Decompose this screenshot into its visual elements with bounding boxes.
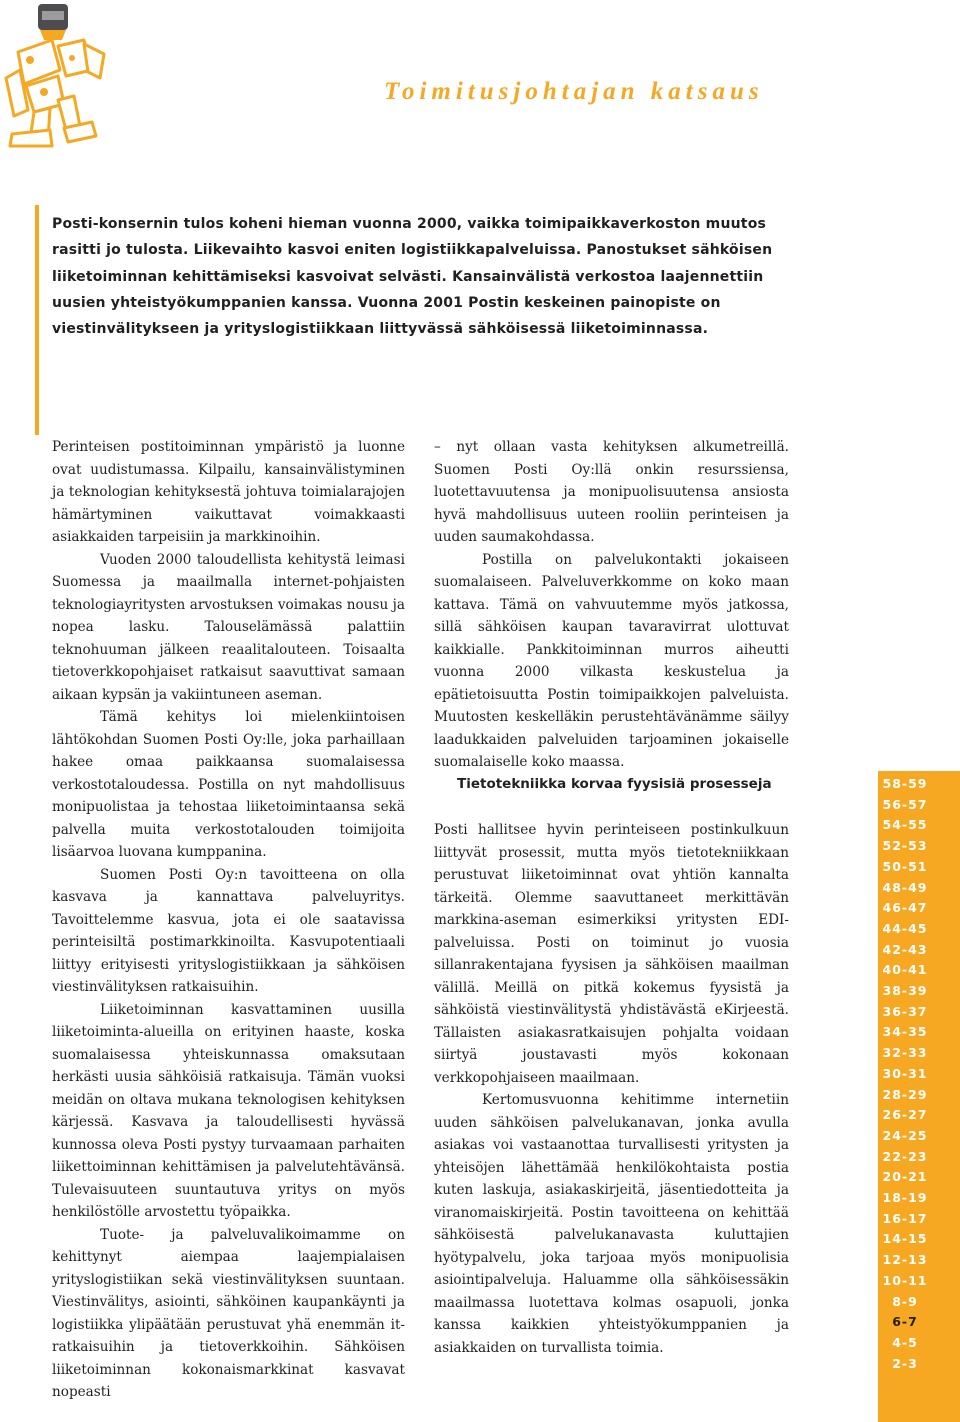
page-title: Toimitusjohtajan katsaus bbox=[384, 78, 764, 105]
page-index-item[interactable]: 48-49 bbox=[882, 879, 928, 895]
right-column-bottom bbox=[434, 819, 789, 1359]
paragraph: Suomen Posti Oy:n tavoitteena on olla kasvava ja kannattava palveluyritys. Tavoittelemme kasvua, jota ei ole saatavissa perinteisiltä postimarkkinoilta. Kasvupotentiaali liittyy erityisesti yrityslogistiikkaan ja sähköisen viestinvälityksen ratkaisuihin. bbox=[52, 866, 405, 995]
paragraph: Tuote- ja palveluvalikoimamme on kehittynyt aiempaa laajempialaisen yrityslogistiikan sekä viestinvälityksen suuntaan. Viestinvälitys, asiointi, sähköinen kaupankäynti ja logistiikka ylipäätään perustuvat yhä enemmän it-ratkaisuihin ja tietoverkkoihin. Sähköisen liiketoiminnan kokonaismarkkinat kasvavat nopeasti bbox=[52, 1226, 405, 1400]
page-index-item[interactable]: 54-55 bbox=[882, 817, 928, 833]
page-index-item[interactable]: 8-9 bbox=[892, 1293, 918, 1309]
page-index-item[interactable]: 52-53 bbox=[882, 838, 928, 854]
page-index-item[interactable]: 14-15 bbox=[882, 1231, 928, 1247]
paragraph: Liiketoiminnan kasvattaminen uusilla liiketoiminta-alueilla on erityinen haaste, koska suomalaisessa yhteiskunnassa omaksutaan herkästi uusia sähköisiä ratkaisuja. Tämän vuoksi meidän on oltava mukana teknologisen kehityksen kärjessä. Kasvava ja taloudellisesti hyvässä kunnossa oleva Posti pystyy turvaamaan parhaiten liikettoiminnan kehittämisen ja palvelutehtävänsä. Tulevaisuuteen suuntautuva yritys on myös henkilöstölle arvostettu työpaikka. bbox=[52, 1001, 405, 1220]
paragraph: Kertomusvuonna kehitimme internetiin uuden sähköisen palvelukanavan, jonka avulla asiakas voi vastaanottaa turvallisesti yritysten ja yhteisöjen lähettämää henkilökohtaista postia kuten laskuja, asiakaskirjeitä, jäsentiedotteita ja viranomaiskirjeitä. Postin tavoitteena on kehittää sähköisestä palvelukanavasta kuluttajien hyötypalvelu, joka tarjoaa myös monipuolisia asiointipalveluja. Haluamme olla sähköisessäkin maailmassa luotettava kolmas osapuoli, jonka kanssa kaikkien yhteistyökumppanien ja asiakkaiden on turvallista toimia. bbox=[434, 1092, 789, 1356]
page-index-item[interactable]: 6-7 bbox=[892, 1314, 918, 1330]
page-index-item[interactable]: 18-19 bbox=[882, 1190, 928, 1205]
page-index-tab bbox=[878, 771, 960, 1422]
page-index-item[interactable]: 34-35 bbox=[882, 1024, 928, 1040]
left-column bbox=[52, 436, 405, 1404]
paragraph: Posti hallitsee hyvin perinteiseen postinkulkuun liittyvät prosessit, mutta myös tietotekniikkaan perustuvat liiketoiminnat ovat yhtiön kannalta tärkeitä. Olemme saavuttaneet merkittävän markkina-aseman esimerkiksi yritysten EDI-palveluissa. Posti on toiminut jo vuosia sillanrakentajana fyysisen ja sähköisen maailman välillä. Meillä on pitkä kokemus fyysistä ja sähköistä viestinvälitystä yhdistävästä eKirjeestä. Tällaisten asiakasratkaisujen pohjalta voidaan siirtyä joustavasti myös kokonaan verkkopohjaiseen maailmaan. bbox=[434, 822, 789, 1086]
page-index-item[interactable]: 28-29 bbox=[882, 1086, 928, 1102]
page-index-item[interactable]: 4-5 bbox=[892, 1334, 918, 1350]
paragraph: Tämä kehitys loi mielenkiintoisen lähtökohdan Suomen Posti Oy:lle, joka parhaillaan hakee omaa paikkaansa suomalaisessa verkostotaloudessa. Postilla on nyt mahdollisuus monipuolistaa ja tehostaa liiketoimintaansa sekä palvella muita verkostotalouden toimijoita lisäarvoa luovana kumppanina. bbox=[52, 709, 405, 860]
page-index-item[interactable]: 32-33 bbox=[882, 1045, 928, 1061]
paragraph: Vuoden 2000 taloudellista kehitystä leimasi Suomessa ja maailmalla internet-pohjaisten teknologiayritysten arvostuksen voimakas nousu ja nopea lasku. Talouselämässä palattiin teknohuuman jälkeen reaalitalouteen. Toisaalta tietoverkkopohjaiset ratkaisut saavuttivat samaan aikaan kypsän ja vakiintuneen aseman. bbox=[52, 551, 405, 703]
page-index-item[interactable]: 2-3 bbox=[892, 1355, 918, 1371]
paragraph: Perinteisen postitoiminnan ympäristö ja luonne ovat uudistumassa. Kilpailu, kansainvälistyminen ja teknologian kehityksestä johtuva toimialarajojen hämärtyminen vaikuttavat voimakkaasti asiakkaiden tarpeisiin ja markkinoihin. bbox=[52, 439, 405, 545]
page-index-item[interactable]: 50-51 bbox=[882, 858, 928, 874]
page-index-item[interactable]: 30-31 bbox=[882, 1065, 928, 1081]
page-index-item[interactable]: 58-59 bbox=[882, 776, 928, 791]
page-index-item[interactable]: 56-57 bbox=[882, 796, 928, 812]
right-column-top bbox=[434, 436, 789, 774]
page-index-item[interactable]: 12-13 bbox=[882, 1252, 928, 1268]
page-index-item[interactable]: 26-27 bbox=[882, 1107, 928, 1123]
page-index-item[interactable]: 22-23 bbox=[882, 1148, 928, 1164]
page-index-item[interactable]: 10-11 bbox=[882, 1272, 928, 1288]
page-index-item[interactable]: 38-39 bbox=[882, 983, 928, 998]
page-index-item[interactable]: 40-41 bbox=[882, 962, 928, 978]
page-index-item[interactable]: 44-45 bbox=[882, 920, 928, 936]
page-index-item[interactable]: 42-43 bbox=[882, 941, 928, 957]
page-index-item[interactable]: 20-21 bbox=[882, 1169, 928, 1185]
paragraph: Postilla on palvelukontakti jokaiseen suomalaiseen. Palveluverkkomme on koko maan kattava. Tämä on vahvuutemme myös jatkossa, sillä sähköisen kaupan tavaravirrat ulottuvat kaikkialle. Pankkitoiminnan murros aiheutti vuonna 2000 vilkasta keskustelua ja epätietoisuutta Postin toimipaikkojen palveluista. Muutosten keskelläkin perustehtävänämme säilyy laadukkaiden palveluiden tarjoaminen jokaiselle suomalaiselle koko maassa. bbox=[434, 551, 789, 770]
page-index-item[interactable]: 24-25 bbox=[882, 1127, 928, 1143]
page-index-item[interactable]: 16-17 bbox=[882, 1210, 928, 1226]
lead-paragraph: Posti-konsernin tulos koheni hieman vuonna 2000, vaikka toimipaikkaverkoston muutos rasitti jo tulosta. Liikevaihto kasvoi eniten logistiikkapalveluissa. Panostukset sähköisen liiketoiminnan kehittämiseksi kasvoivat selvästi. Kansainvälistä verkostoa laajennettiin uusien yhteistyökumppanien kanssa. Vuonna 2001 Postin keskeinen painopiste on viestinvälitykseen ja yrityslogistiikkaan liittyvässä sähköisessä liiketoiminnassa. bbox=[52, 216, 773, 338]
robot-mascot-icon bbox=[0, 0, 118, 150]
page-index-item[interactable]: 46-47 bbox=[882, 900, 928, 916]
accent-line bbox=[35, 205, 39, 435]
paragraph: – nyt ollaan vasta kehityksen alkumetreillä. Suomen Posti Oy:llä onkin resurssiensa, luotettavuutensa ja monipuolisuutensa ansiosta hyvä mahdollisuus uuteen rooliin perinteisen ja uuden saumakohdassa. bbox=[434, 439, 789, 545]
section-heading: Tietotekniikka korvaa fyysisiä prosesseja bbox=[457, 776, 772, 792]
page-index-item[interactable]: 36-37 bbox=[882, 1003, 928, 1019]
